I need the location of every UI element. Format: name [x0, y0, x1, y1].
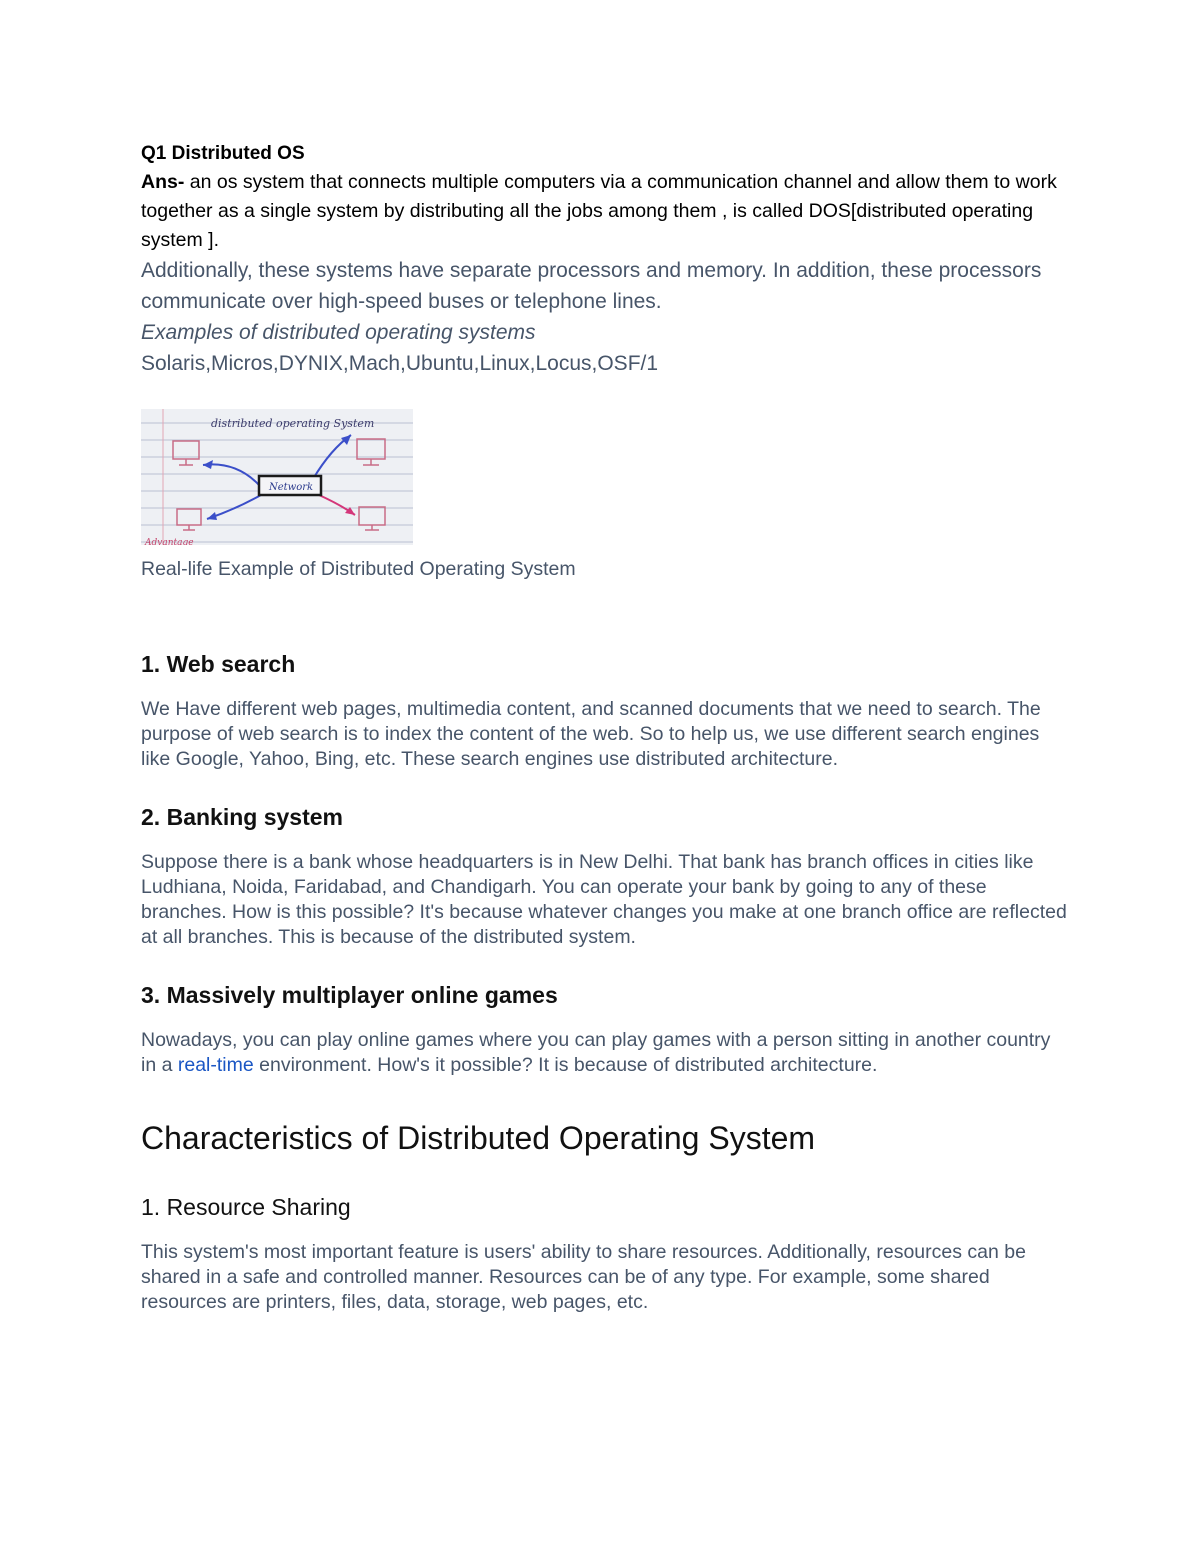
- network-label: Network: [269, 482, 314, 493]
- example-body-banking: Suppose there is a bank whose headquarters is in New Delhi. That bank has branch offices in cities like Ludhiana, Noida, Faridabad, and Chandigarh. You can operate your bank by going to any of these branches. How is this possible? It's because whatever changes you make at one branch office are reflected at all branches. This is because of the distributed system.: [141, 851, 1067, 948]
- answer-text: an os system that connects multiple computers via a communication channel and allow them to work together as a single system by distributing all the jobs among them , is called DOS[distributed operating system ].: [141, 171, 1057, 251]
- additional-paragraph: Additionally, these systems have separate processors and memory. In addition, these processors communicate over high-speed buses or telephone lines.: [141, 259, 1042, 313]
- example-body-mmo: Nowadays, you can play online games where you can play games with a person sitting in another country in a real-time environment. How's it possible? It is because of distributed architecture.: [141, 1029, 1051, 1076]
- characteristic-body-resource-sharing: This system's most important feature is users' ability to share resources. Additionally, resources can be shared in a safe and controlled manner. Resources can be of any type. For example, some shared resources are printers, files, data, storage, web pages, etc.: [141, 1241, 1026, 1313]
- example-heading-web-search: 1. Web search: [141, 651, 296, 677]
- question-title: Q1 Distributed OS: [141, 143, 305, 164]
- example-heading-banking: 2. Banking system: [141, 804, 343, 830]
- answer-label: Ans-: [141, 171, 185, 193]
- characteristics-heading: Characteristics of Distributed Operating System: [141, 1120, 816, 1156]
- distributed-os-diagram: [141, 409, 413, 545]
- figure-caption: Real-life Example of Distributed Operating System: [141, 558, 576, 580]
- answer-paragraph: [141, 168, 1071, 255]
- examples-list: Solaris,Micros,DYNIX,Mach,Ubuntu,Linux,Locus,OSF/1: [141, 352, 659, 375]
- example-body-web-search: We Have different web pages, multimedia content, and scanned documents that we need to search. The purpose of web search is to index the content of the web. So to help us, we use different search engines like Google, Yahoo, Bing, etc. These search engines use distributed architecture.: [141, 698, 1041, 770]
- diagram-bottom-text: Advantage: [145, 538, 194, 545]
- examples-heading: Examples of distributed operating systems: [141, 321, 536, 344]
- diagram-title: distributed operating System: [211, 417, 375, 430]
- diagram-svg: [141, 409, 413, 545]
- real-time-link[interactable]: real-time: [177, 1054, 254, 1076]
- characteristic-heading-resource-sharing: 1. Resource Sharing: [141, 1194, 351, 1220]
- document-content: [141, 140, 1071, 1315]
- example-heading-mmo: 3. Massively multiplayer online games: [141, 982, 558, 1008]
